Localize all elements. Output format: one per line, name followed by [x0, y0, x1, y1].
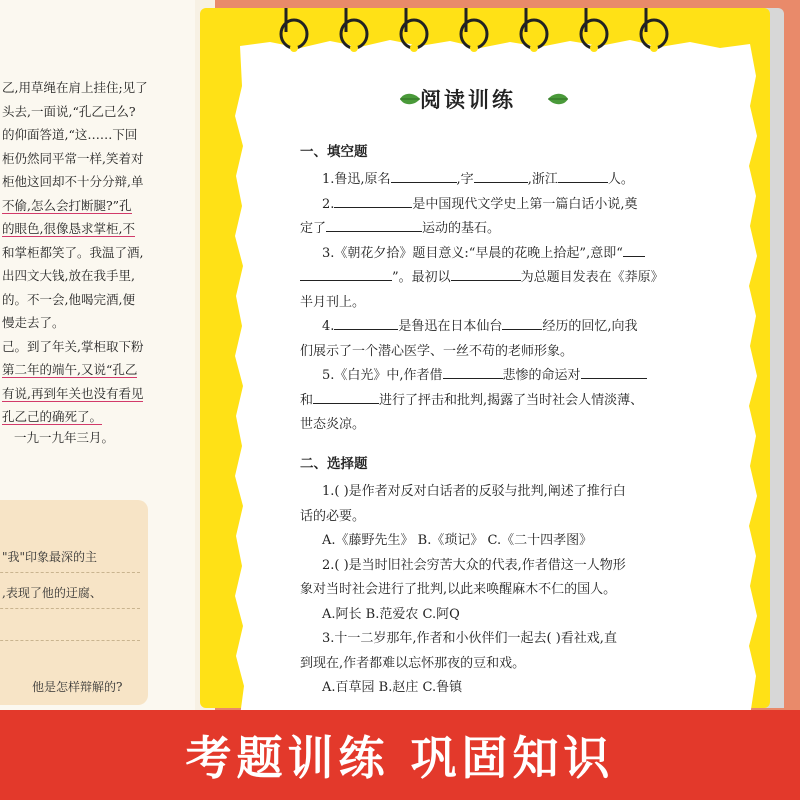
note-divider	[0, 572, 140, 573]
answer-blank[interactable]	[451, 268, 521, 281]
leaf-ornament-icon	[398, 90, 422, 108]
note-line-1: "我"印象最深的主	[2, 550, 98, 564]
leaf-ornament-icon	[546, 90, 570, 108]
left-line-8: 和掌柜都笑了。我温了酒,	[2, 244, 144, 260]
fill-q5-end: 世态炎凉。	[300, 417, 366, 432]
fill-q5	[300, 364, 680, 389]
spiral-ring-icon	[281, 8, 307, 48]
fill-q5-text: 悲惨的命运对	[502, 368, 581, 383]
spiral-ring-icon	[461, 8, 487, 48]
choice-q2-line1: 2.( )是当时旧社会穷苦大众的代表,作者借这一人物形	[322, 557, 626, 573]
note-line-2: ,表现了他的迂腐、	[2, 586, 102, 600]
fill-q4-text: 是鲁迅在日本仙台	[398, 319, 503, 334]
left-line-15	[2, 405, 162, 429]
left-line-6-text: 不偷,怎么会打断腿?”孔	[2, 197, 132, 213]
fill-q1-text: 人。	[607, 172, 634, 187]
choice-q2-options: A.阿长 B.范爱农 C.阿Q	[322, 606, 460, 622]
answer-blank[interactable]	[502, 317, 542, 330]
choice-q1-options: A.《藤野先生》 B.《琐记》 C.《二十四孝图》	[322, 533, 593, 548]
left-line-4: 柜仍然同平常一样,笑着对	[2, 150, 144, 166]
fill-in-heading: 一、填空题	[300, 144, 368, 160]
left-line-12: 己。到了年关,掌柜取下粉	[2, 338, 144, 354]
left-line-10: 的。不一会,他喝完酒,便	[2, 291, 135, 307]
left-line-6	[2, 194, 162, 218]
fill-q5-cont	[300, 389, 680, 414]
choice-q2-line2: 象对当时社会进行了批判,以此来唤醒麻木不仁的国人。	[300, 582, 617, 597]
fill-q2-text: 2.	[322, 196, 335, 212]
multiple-choice-heading: 二、选择题	[300, 456, 368, 472]
left-line-2: 头去,一面说,“孔乙己么?	[2, 103, 136, 119]
choice-q1-line2: 话的必要。	[300, 508, 366, 524]
left-line-14	[2, 382, 162, 406]
fill-q3	[300, 242, 680, 267]
choice-q3-line2: 到现在,作者都难以忘怀那夜的豆和戏。	[300, 655, 526, 671]
fill-q5-text: 进行了抨击和批判,揭露了当时社会人情淡薄、	[379, 392, 644, 408]
fill-q1-text: ,字	[456, 172, 474, 187]
question-note-box	[0, 500, 148, 705]
answer-blank[interactable]	[474, 170, 528, 183]
spiral-ring-icon	[401, 8, 427, 48]
spiral-binding	[272, 4, 692, 58]
fill-q2-text: 运动的基石。	[422, 221, 501, 236]
choice-q1-line1: 1.( )是作者对反对白话者的反驳与批判,阐述了推行白	[322, 484, 626, 499]
left-line-15-text: 孔乙己的确死了。	[2, 409, 103, 424]
note-divider	[0, 640, 140, 641]
spiral-ring-icon	[341, 8, 367, 48]
fill-q4-text: 4.	[322, 319, 335, 334]
left-line-1: 乙,用草绳在肩上挂住;见了	[2, 80, 148, 95]
fill-q4-cont: 们展示了一个潜心医学、一丝不苟的老师形象。	[300, 343, 574, 359]
answer-blank[interactable]	[391, 170, 457, 183]
choice-q3-options: A.百草园 B.赵庄 C.鲁镇	[322, 680, 463, 695]
answer-blank[interactable]	[443, 366, 503, 379]
answer-blank[interactable]	[334, 195, 412, 208]
fill-q5-text: 5.《白光》中,作者借	[322, 368, 443, 383]
fill-q3-text: 为总题目发表在《莽原》	[520, 270, 664, 285]
note-line-3: 他是怎样辩解的?	[32, 680, 123, 694]
spiral-ring-icon	[521, 8, 547, 48]
left-page-text	[2, 76, 162, 429]
left-line-11: 慢走去了。	[2, 315, 65, 330]
left-line-13	[2, 358, 162, 382]
answer-blank[interactable]	[313, 391, 379, 404]
answer-blank[interactable]	[623, 244, 645, 257]
fill-q2-text: 定了	[300, 221, 327, 236]
choice-q3-line1: 3.十一二岁那年,作者和小伙伴们一起去( )看社戏,直	[322, 631, 617, 646]
left-page	[0, 0, 195, 710]
fill-q2-cont	[300, 217, 680, 242]
left-line-5: 柜他这回却不十分分辩,单	[2, 174, 144, 189]
fill-in-questions	[300, 168, 680, 438]
left-line-13-text: 第二年的端午,又说“孔乙	[2, 362, 138, 377]
left-line-7	[2, 217, 162, 241]
story-date: 一九一九年三月。	[14, 430, 115, 445]
answer-blank[interactable]	[300, 268, 392, 281]
answer-blank[interactable]	[558, 170, 608, 183]
fill-q4-text: 经历的回忆,向我	[542, 319, 638, 334]
answer-blank[interactable]	[326, 219, 422, 232]
fill-q1-text: ,浙江	[527, 172, 558, 187]
spiral-ring-icon	[641, 8, 667, 48]
fill-q3-text: 3.《朝花夕拾》题目意义:“早晨的花晚上拾起”,意即“	[322, 245, 623, 261]
fill-q3-end: 半月刊上。	[300, 294, 366, 310]
answer-blank[interactable]	[334, 317, 398, 330]
answer-blank[interactable]	[581, 366, 647, 379]
choice-questions	[300, 480, 680, 701]
fill-q1	[300, 168, 680, 193]
left-line-14-text: 有说,再到年关也没有看见	[2, 385, 144, 401]
promo-banner-text: 考题训练 巩固知识	[185, 731, 615, 785]
fill-q2-text: 是中国现代文学史上第一篇白话小说,奠	[412, 196, 638, 212]
fill-q1-text: 1.鲁迅,原名	[322, 172, 391, 187]
section-title: 阅读训练	[420, 87, 516, 112]
fill-q3-cont	[300, 266, 680, 291]
fill-q2	[300, 193, 680, 218]
left-line-7-text: 的眼色,很像恳求掌柜,不	[2, 221, 135, 236]
left-line-3: 的仰面答道,“这……下回	[2, 127, 138, 142]
fill-q4	[300, 315, 680, 340]
fill-q3-text: ”。最初以	[392, 270, 451, 285]
fill-q5-text: 和	[300, 392, 314, 408]
left-line-9: 出四文大钱,放在我手里,	[2, 268, 135, 283]
note-divider	[0, 608, 140, 609]
spiral-ring-icon	[581, 8, 607, 48]
